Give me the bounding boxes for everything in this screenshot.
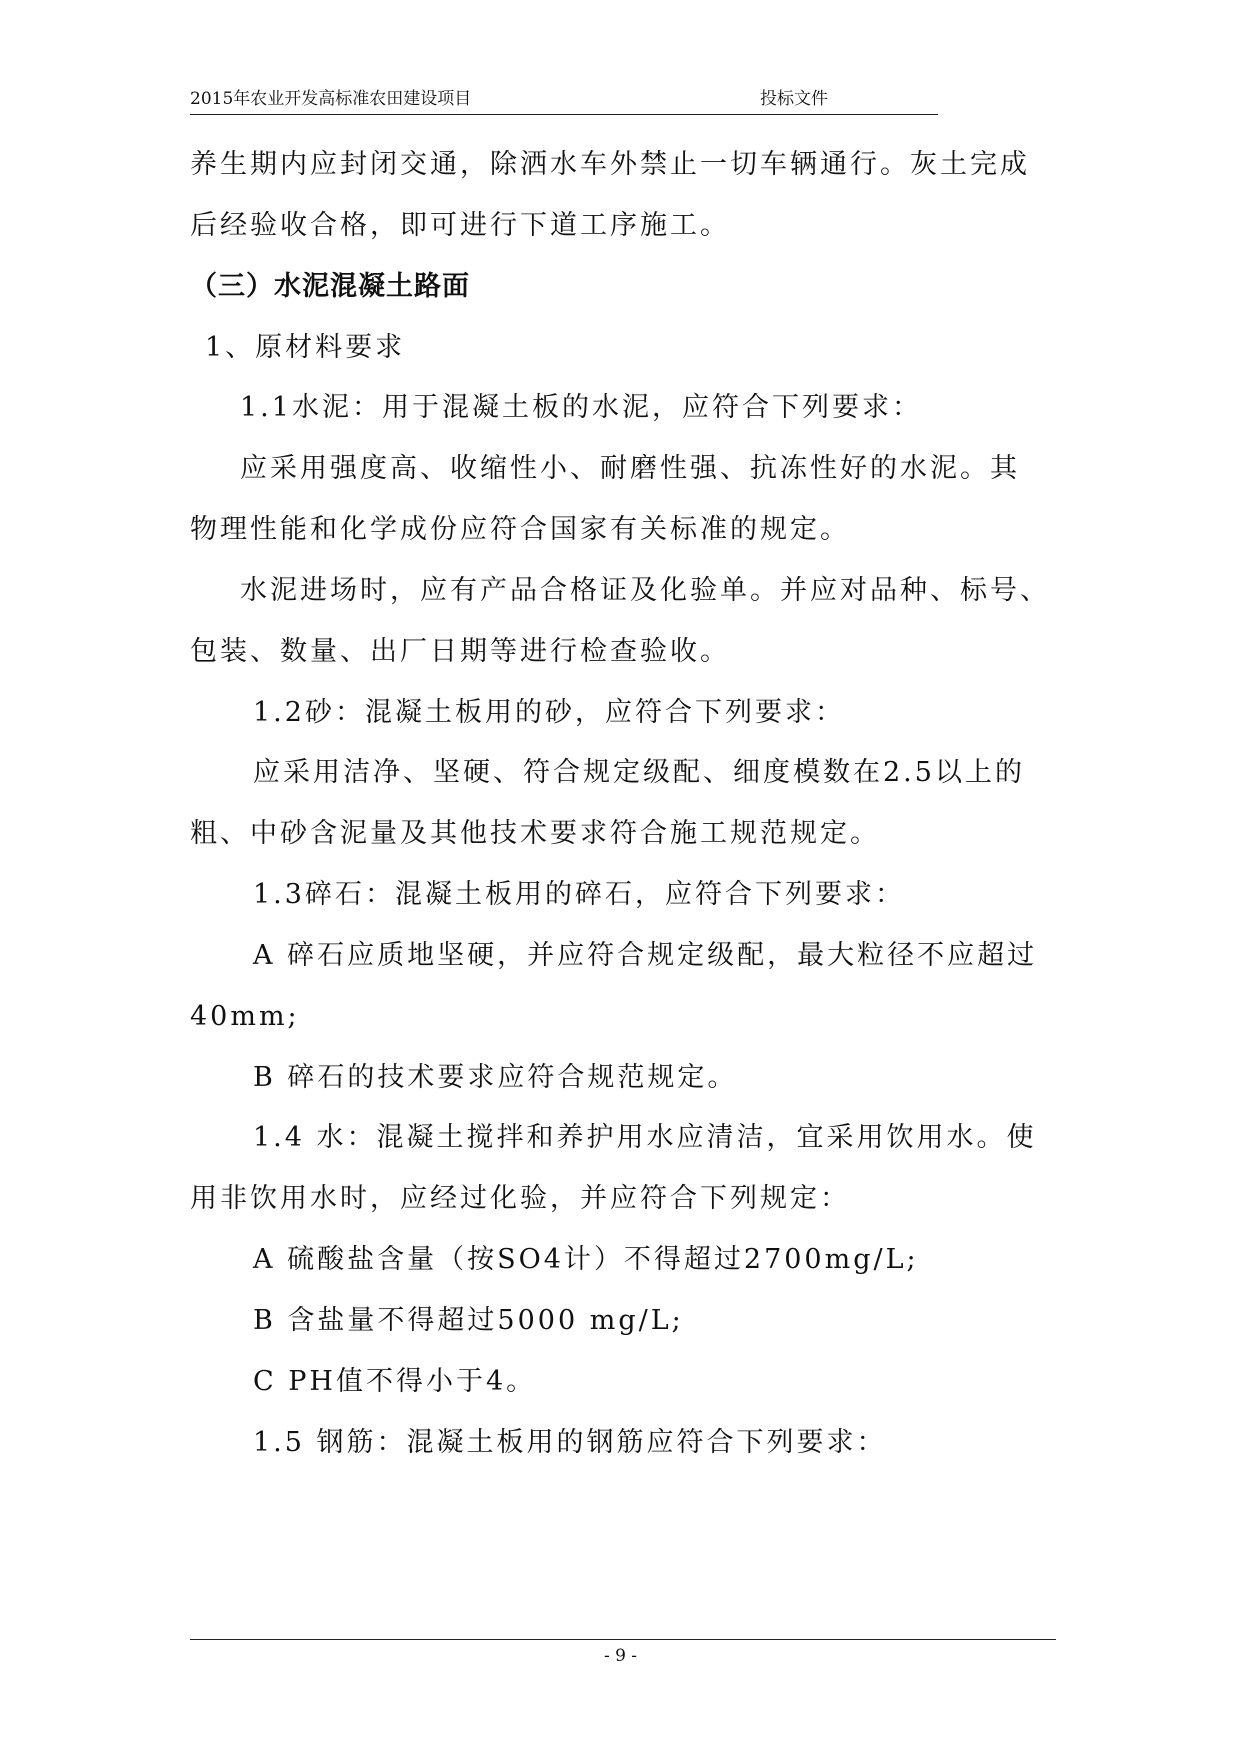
body-line: 40mm; — [190, 1001, 300, 1032]
section-heading: （三）水泥混凝土路面 — [190, 271, 470, 302]
body-line: B 含盐量不得超过5000 mg/L; — [253, 1305, 684, 1336]
body-line: 应采用洁净、坚硬、符合规定级配、细度模数在2.5以上的 — [253, 757, 1025, 788]
body-line: 1.2砂：混凝土板用的砂，应符合下列要求： — [253, 697, 845, 728]
body-line: 养生期内应封闭交通，除洒水车外禁止一切车辆通行。灰土完成 — [190, 149, 1030, 180]
body-line: A 硫酸盐含量（按SO4计）不得超过2700mg/L; — [253, 1244, 919, 1275]
subsection-heading: 1、原材料要求 — [205, 332, 406, 363]
body-line: 1.1水泥：用于混凝土板的水泥，应符合下列要求： — [240, 392, 922, 423]
page-header — [190, 88, 938, 115]
body-line: 水泥进场时，应有产品合格证及化验单。并应对品种、标号、 — [240, 575, 1050, 606]
body-line: 1.3碎石：混凝土板用的碎石，应符合下列要求： — [253, 879, 905, 910]
body-line: B 碎石的技术要求应符合规范规定。 — [253, 1062, 738, 1093]
body-line: 粗、中砂含泥量及其他技术要求符合施工规范规定。 — [190, 818, 880, 849]
body-line: 1.4 水：混凝土搅拌和养护用水应清洁，宜采用饮用水。使 — [253, 1122, 1037, 1153]
footer-divider — [190, 1639, 1056, 1640]
body-line: 1.5 钢筋：混凝土板用的钢筋应符合下列要求： — [253, 1427, 887, 1458]
body-line: 应采用强度高、收缩性小、耐磨性强、抗冻性好的水泥。其 — [240, 453, 1020, 484]
body-line: C PH值不得小于4。 — [253, 1366, 537, 1397]
body-line: A 碎石应质地坚硬，并应符合规定级配，最大粒径不应超过 — [253, 940, 1038, 971]
header-document-type: 投标文件 — [760, 89, 828, 109]
body-line: 包装、数量、出厂日期等进行检查验收。 — [190, 636, 730, 667]
body-line: 用非饮用水时，应经过化验，并应符合下列规定： — [190, 1183, 850, 1214]
header-project-title: 2015年农业开发高标准农田建设项目 — [190, 89, 472, 109]
body-line: 后经验收合格，即可进行下道工序施工。 — [190, 210, 730, 241]
body-line: 物理性能和化学成份应符合国家有关标准的规定。 — [190, 514, 850, 545]
page-number: - 9 - — [603, 1646, 638, 1666]
